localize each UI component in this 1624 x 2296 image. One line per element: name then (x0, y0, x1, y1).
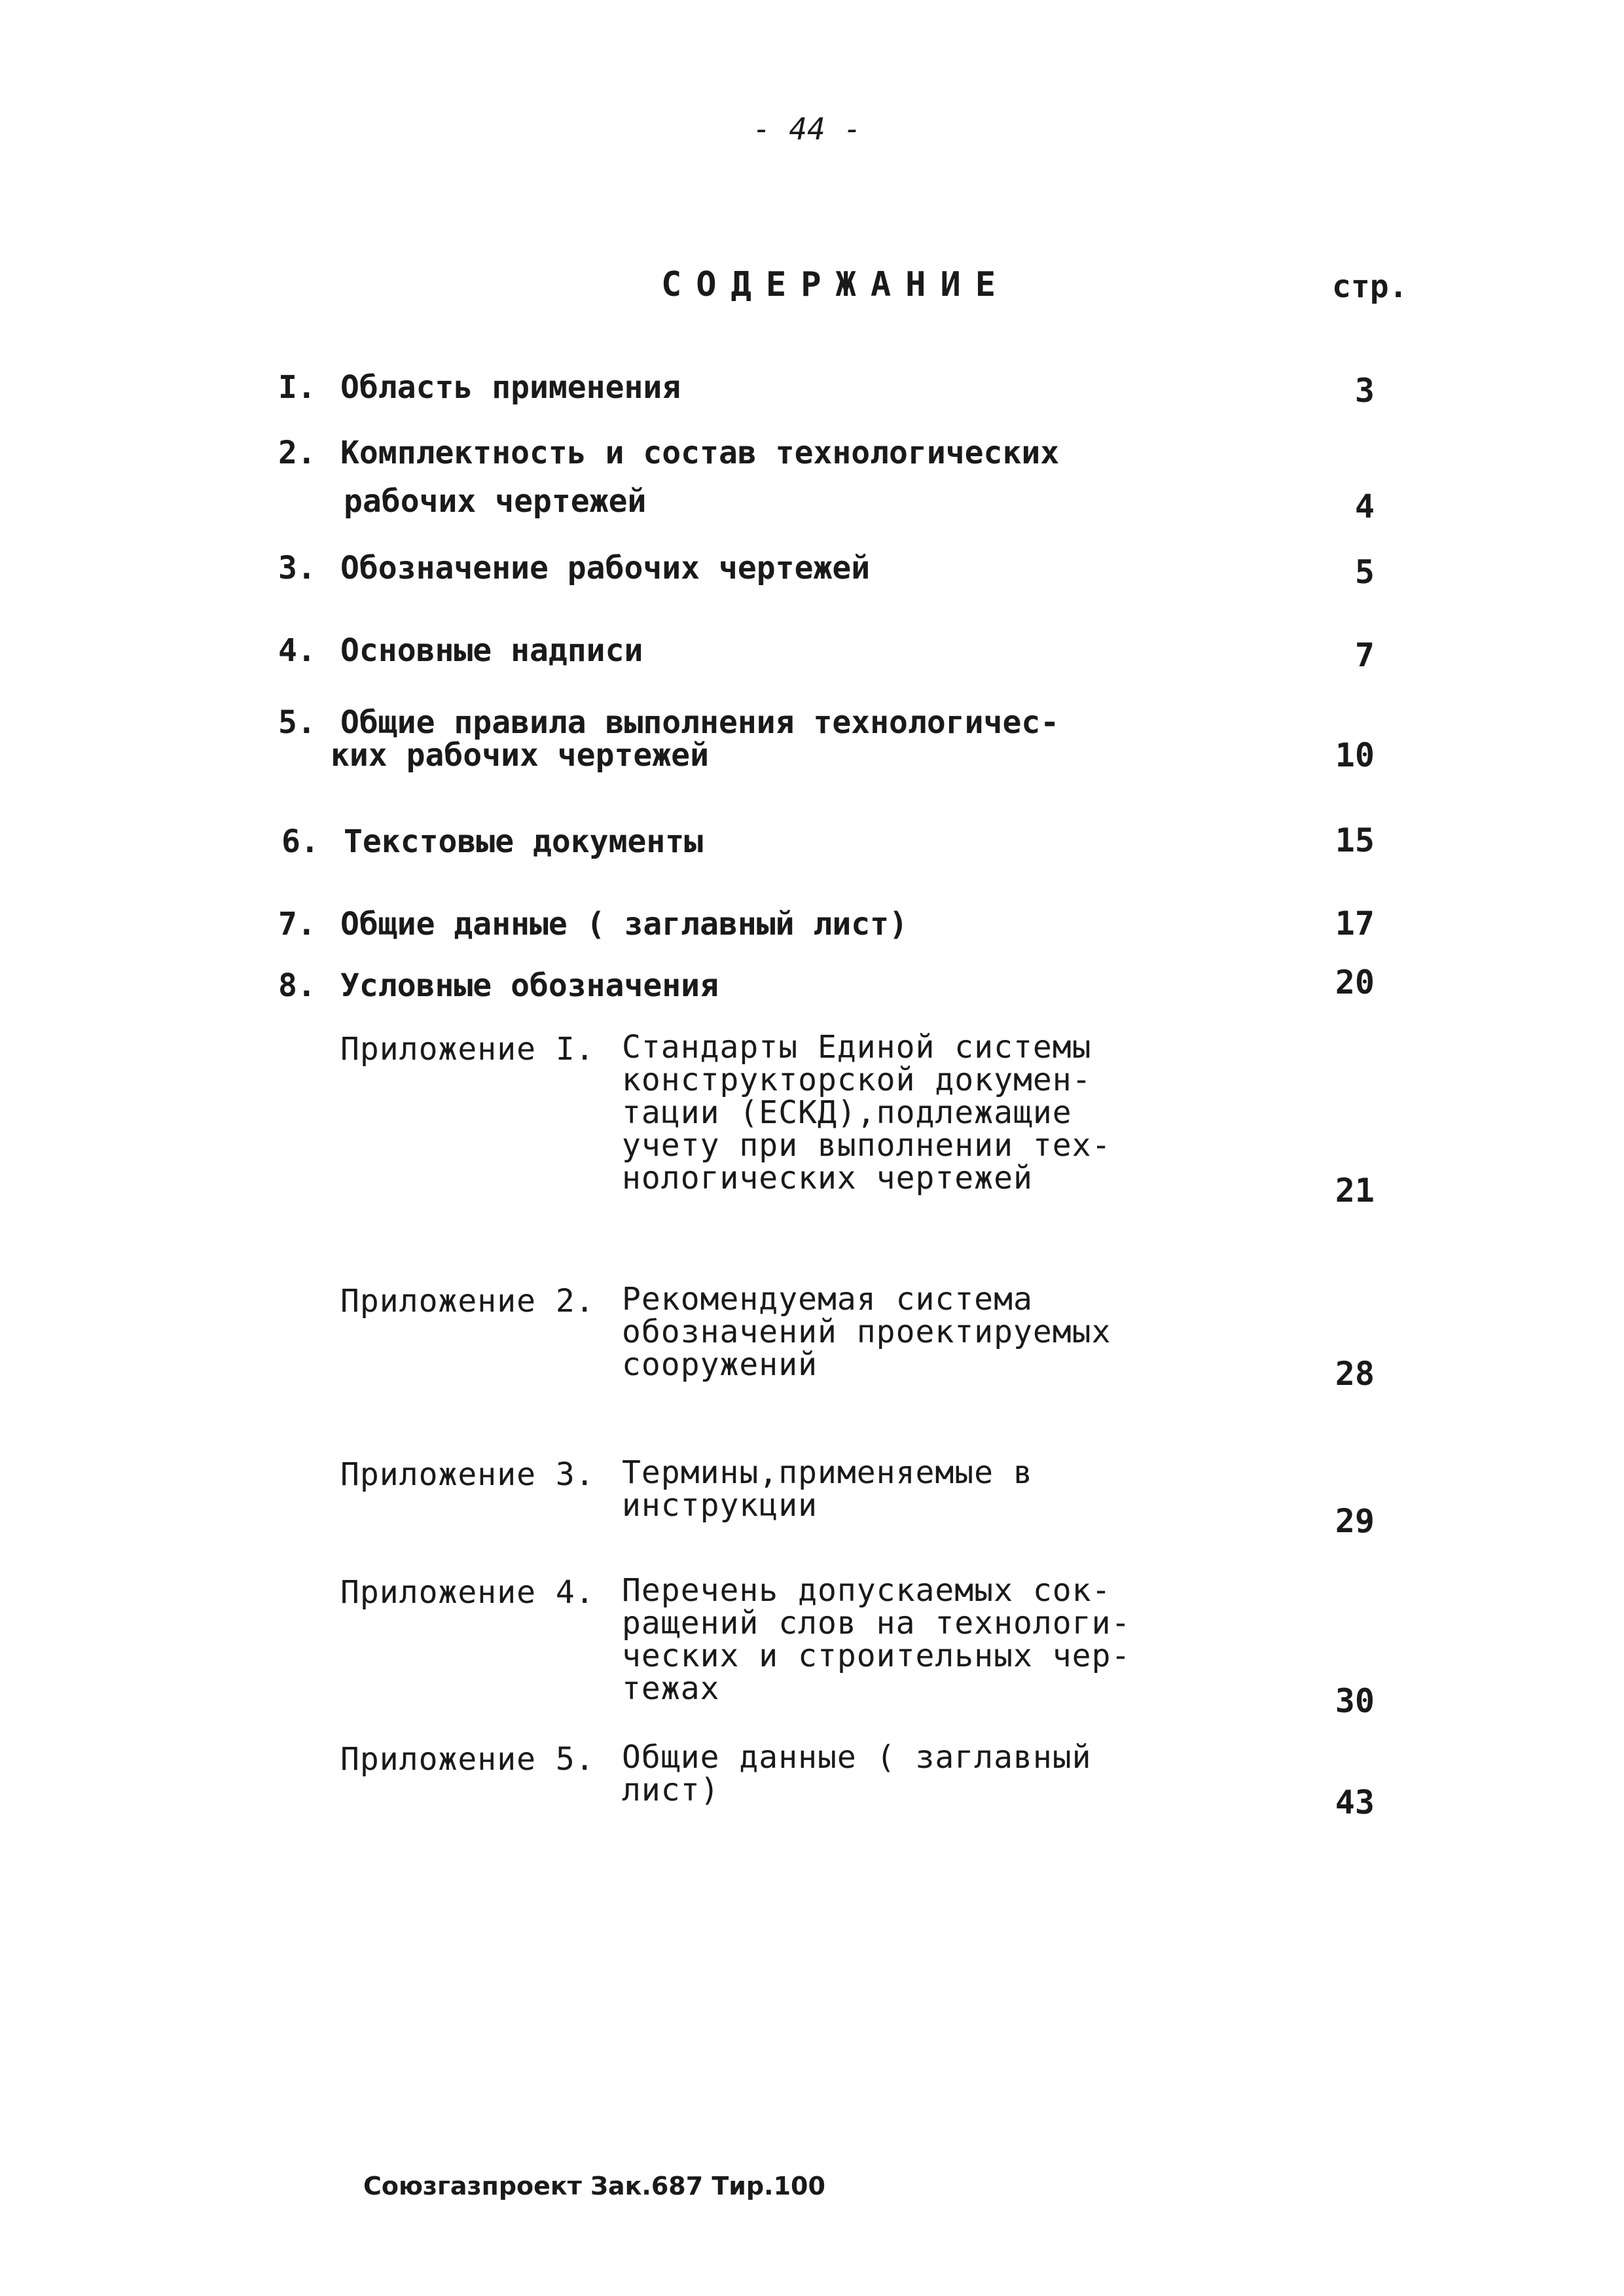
entry-title: Комплектность и состав технологических (340, 435, 1060, 471)
entry-page: 5 (1354, 553, 1375, 591)
appendix-label: Приложение 5. (340, 1741, 595, 1778)
entry-title: рабочих чертежей (344, 483, 647, 520)
page-title: СОДЕРЖАНИЕ (661, 265, 1011, 304)
entry-page: 10 (1335, 736, 1375, 774)
appendix-title: Рекомендуемая система обозначений проектируемых сооружений (622, 1281, 1111, 1383)
appendix-label: Приложение 2. (340, 1283, 595, 1319)
footer-imprint: Союзгазпроект Зак.687 Тир.100 (363, 2172, 825, 2200)
entry-page: 15 (1335, 821, 1375, 859)
appendix-title: Стандарты Единой системы конструкторской докумен- тации (ЕСКД),подлежащие учету при выполнении тех- нологических чертежей (622, 1029, 1111, 1196)
entry-page: 20 (1335, 963, 1375, 1001)
entry-number: 4. (278, 632, 316, 669)
page-column-label: стр. (1332, 268, 1408, 305)
entry-title: Текстовые документы (344, 823, 704, 860)
entry-page: 21 (1335, 1172, 1375, 1210)
appendix-label: Приложение I. (340, 1031, 595, 1067)
appendix-title: Общие данные ( заглавный лист) (622, 1739, 1092, 1808)
entry-page: 43 (1335, 1784, 1375, 1821)
entry-page: 17 (1335, 905, 1375, 942)
entry-title: ких рабочих чертежей (331, 737, 709, 774)
entry-title: Общие данные ( заглавный лист) (340, 906, 908, 942)
entry-page: 30 (1335, 1682, 1375, 1720)
entry-title: Область применения (340, 369, 681, 406)
entry-page: 4 (1354, 488, 1375, 526)
entry-page: 3 (1354, 372, 1375, 410)
appendix-label: Приложение 3. (340, 1456, 595, 1493)
appendix-title: Термины,применяемые в инструкции (622, 1454, 1033, 1524)
entry-number: 7. (278, 906, 316, 942)
entry-number: 5. (278, 704, 316, 741)
entry-number: 2. (278, 435, 316, 471)
entry-title: Основные надписи (340, 632, 643, 669)
appendix-title: Перечень допускаемых сок- ращений слов на технологи- ческих и строительных чер- тежах (622, 1572, 1131, 1707)
appendix-label: Приложение 4. (340, 1574, 595, 1611)
page-number: - 44 - (753, 111, 862, 147)
entry-title: Обозначение рабочих чертежей (340, 550, 871, 586)
entry-title: Общие правила выполнения технологичес- (340, 704, 1060, 741)
entry-number: I. (278, 369, 316, 406)
entry-number: 3. (278, 550, 316, 586)
entry-page: 28 (1335, 1355, 1375, 1393)
entry-page: 7 (1354, 636, 1375, 674)
entry-number: 8. (278, 967, 316, 1004)
entry-number: 6. (281, 823, 319, 860)
entry-page: 29 (1335, 1502, 1375, 1540)
entry-title: Условные обозначения (340, 967, 719, 1004)
